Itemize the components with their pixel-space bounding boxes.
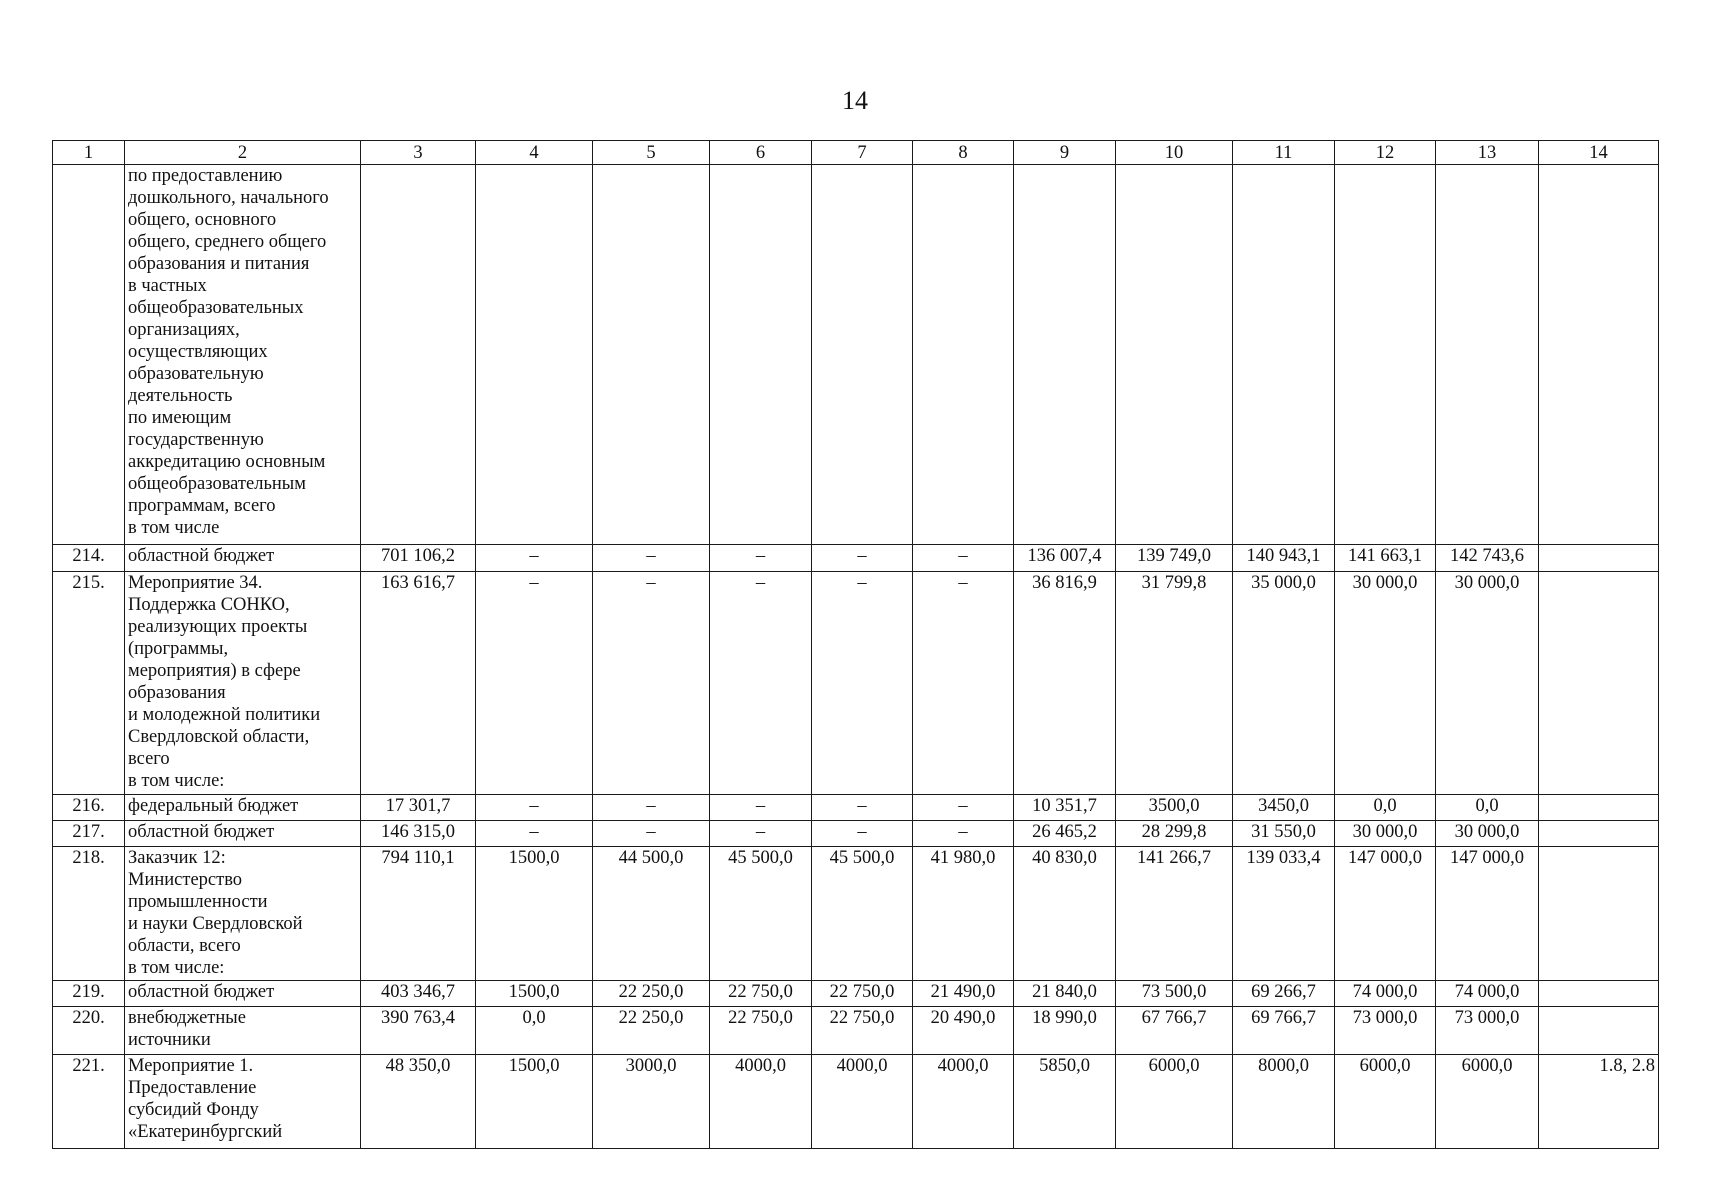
amount-cell: 18 990,0 xyxy=(1014,1007,1116,1055)
amount-cell: – xyxy=(476,821,593,847)
amount-cell: 139 749,0 xyxy=(1116,545,1233,572)
amount-cell xyxy=(812,165,913,545)
amount-cell: 4000,0 xyxy=(710,1055,812,1149)
column-header: 3 xyxy=(361,141,476,165)
amount-cell: 69 266,7 xyxy=(1233,981,1335,1007)
amount-cell: 136 007,4 xyxy=(1014,545,1116,572)
amount-cell: 147 000,0 xyxy=(1335,847,1436,981)
amount-cell: – xyxy=(913,821,1014,847)
row-description: областной бюджет xyxy=(125,545,361,572)
amount-cell: – xyxy=(812,545,913,572)
amount-cell: 0,0 xyxy=(1436,795,1539,821)
column-header: 7 xyxy=(812,141,913,165)
amount-cell xyxy=(593,165,710,545)
amount-cell: 403 346,7 xyxy=(361,981,476,1007)
amount-cell: 147 000,0 xyxy=(1436,847,1539,981)
amount-cell: 45 500,0 xyxy=(710,847,812,981)
row-number: 221. xyxy=(53,1055,125,1149)
amount-cell xyxy=(1014,165,1116,545)
row-description: Мероприятие 34. Поддержка СОНКО, реализующих проекты (программы, мероприятия) в сфере образования и молодежной политики Свердловской области, всего в том числе: xyxy=(125,572,361,795)
amount-cell: 794 110,1 xyxy=(361,847,476,981)
row-description: областной бюджет xyxy=(125,821,361,847)
amount-cell xyxy=(1436,165,1539,545)
target-indicator-cell xyxy=(1539,165,1659,545)
amount-cell: 3000,0 xyxy=(593,1055,710,1149)
amount-cell: – xyxy=(913,795,1014,821)
amount-cell: – xyxy=(593,795,710,821)
amount-cell: 3500,0 xyxy=(1116,795,1233,821)
amount-cell: 6000,0 xyxy=(1116,1055,1233,1149)
amount-cell: 21 840,0 xyxy=(1014,981,1116,1007)
amount-cell: 1500,0 xyxy=(476,981,593,1007)
row-description: Мероприятие 1. Предоставление субсидий Фонду «Екатеринбургский xyxy=(125,1055,361,1149)
amount-cell xyxy=(1233,165,1335,545)
amount-cell: 4000,0 xyxy=(812,1055,913,1149)
amount-cell: – xyxy=(476,572,593,795)
amount-cell: 8000,0 xyxy=(1233,1055,1335,1149)
amount-cell: 390 763,4 xyxy=(361,1007,476,1055)
amount-cell: – xyxy=(593,572,710,795)
budget-table xyxy=(52,140,1659,1149)
amount-cell: 74 000,0 xyxy=(1335,981,1436,1007)
amount-cell: 139 033,4 xyxy=(1233,847,1335,981)
amount-cell xyxy=(361,165,476,545)
column-header: 12 xyxy=(1335,141,1436,165)
amount-cell: 0,0 xyxy=(1335,795,1436,821)
amount-cell: 21 490,0 xyxy=(913,981,1014,1007)
column-header: 13 xyxy=(1436,141,1539,165)
table-row xyxy=(53,1007,1659,1055)
amount-cell: 163 616,7 xyxy=(361,572,476,795)
target-indicator-cell xyxy=(1539,821,1659,847)
amount-cell: 22 250,0 xyxy=(593,1007,710,1055)
amount-cell: 22 750,0 xyxy=(812,1007,913,1055)
amount-cell: – xyxy=(710,821,812,847)
row-number: 219. xyxy=(53,981,125,1007)
amount-cell: 69 766,7 xyxy=(1233,1007,1335,1055)
amount-cell: – xyxy=(812,821,913,847)
amount-cell: 30 000,0 xyxy=(1436,821,1539,847)
amount-cell: 40 830,0 xyxy=(1014,847,1116,981)
table-row xyxy=(53,981,1659,1007)
column-header: 9 xyxy=(1014,141,1116,165)
table-row xyxy=(53,545,1659,572)
amount-cell: 74 000,0 xyxy=(1436,981,1539,1007)
amount-cell: 30 000,0 xyxy=(1335,821,1436,847)
amount-cell: 6000,0 xyxy=(1335,1055,1436,1149)
amount-cell: 140 943,1 xyxy=(1233,545,1335,572)
amount-cell: – xyxy=(913,572,1014,795)
row-number: 218. xyxy=(53,847,125,981)
amount-cell: 4000,0 xyxy=(913,1055,1014,1149)
column-header: 1 xyxy=(53,141,125,165)
amount-cell: – xyxy=(593,821,710,847)
amount-cell: 6000,0 xyxy=(1436,1055,1539,1149)
amount-cell xyxy=(913,165,1014,545)
amount-cell: – xyxy=(593,545,710,572)
row-number: 217. xyxy=(53,821,125,847)
column-header: 11 xyxy=(1233,141,1335,165)
amount-cell: 17 301,7 xyxy=(361,795,476,821)
amount-cell xyxy=(476,165,593,545)
amount-cell: 73 000,0 xyxy=(1436,1007,1539,1055)
row-number: 214. xyxy=(53,545,125,572)
amount-cell: 141 266,7 xyxy=(1116,847,1233,981)
amount-cell: 31 799,8 xyxy=(1116,572,1233,795)
amount-cell: – xyxy=(710,572,812,795)
target-indicator-cell xyxy=(1539,795,1659,821)
column-number-row xyxy=(53,141,1659,165)
table-row xyxy=(53,572,1659,795)
row-number: 220. xyxy=(53,1007,125,1055)
amount-cell: 0,0 xyxy=(476,1007,593,1055)
amount-cell: 701 106,2 xyxy=(361,545,476,572)
amount-cell: 22 250,0 xyxy=(593,981,710,1007)
column-header: 2 xyxy=(125,141,361,165)
amount-cell: 48 350,0 xyxy=(361,1055,476,1149)
amount-cell xyxy=(710,165,812,545)
amount-cell: – xyxy=(476,545,593,572)
amount-cell: 73 000,0 xyxy=(1335,1007,1436,1055)
amount-cell: – xyxy=(710,545,812,572)
amount-cell xyxy=(1335,165,1436,545)
amount-cell: 1500,0 xyxy=(476,1055,593,1149)
column-header: 4 xyxy=(476,141,593,165)
amount-cell: 1500,0 xyxy=(476,847,593,981)
amount-cell: 26 465,2 xyxy=(1014,821,1116,847)
row-description: внебюджетные источники xyxy=(125,1007,361,1055)
target-indicator-cell xyxy=(1539,572,1659,795)
amount-cell: – xyxy=(476,795,593,821)
table-row xyxy=(53,821,1659,847)
row-description: по предоставлению дошкольного, начального общего, основного общего, среднего общего образования и питания в частных общеобразовательных организациях, осуществляющих образовательную деятельность по имеющим государственную аккредитацию основным общеобразовательным программам, всего в том числе xyxy=(125,165,361,545)
table-row xyxy=(53,795,1659,821)
column-header: 14 xyxy=(1539,141,1659,165)
column-header: 8 xyxy=(913,141,1014,165)
table-row xyxy=(53,847,1659,981)
amount-cell: 36 816,9 xyxy=(1014,572,1116,795)
column-header: 6 xyxy=(710,141,812,165)
amount-cell: 142 743,6 xyxy=(1436,545,1539,572)
amount-cell: 20 490,0 xyxy=(913,1007,1014,1055)
amount-cell: 45 500,0 xyxy=(812,847,913,981)
amount-cell: 3450,0 xyxy=(1233,795,1335,821)
amount-cell: – xyxy=(812,572,913,795)
row-number: 216. xyxy=(53,795,125,821)
amount-cell: – xyxy=(710,795,812,821)
amount-cell: 146 315,0 xyxy=(361,821,476,847)
table-row xyxy=(53,165,1659,545)
row-description: областной бюджет xyxy=(125,981,361,1007)
column-header: 5 xyxy=(593,141,710,165)
amount-cell: 141 663,1 xyxy=(1335,545,1436,572)
amount-cell: 5850,0 xyxy=(1014,1055,1116,1149)
amount-cell: 67 766,7 xyxy=(1116,1007,1233,1055)
amount-cell: 44 500,0 xyxy=(593,847,710,981)
amount-cell: – xyxy=(913,545,1014,572)
amount-cell xyxy=(1116,165,1233,545)
amount-cell: 28 299,8 xyxy=(1116,821,1233,847)
target-indicator-cell xyxy=(1539,981,1659,1007)
amount-cell: 22 750,0 xyxy=(812,981,913,1007)
amount-cell: 30 000,0 xyxy=(1335,572,1436,795)
row-description: Заказчик 12: Министерство промышленности и науки Свердловской области, всего в том числе: xyxy=(125,847,361,981)
amount-cell: 22 750,0 xyxy=(710,981,812,1007)
amount-cell: 31 550,0 xyxy=(1233,821,1335,847)
amount-cell: 35 000,0 xyxy=(1233,572,1335,795)
target-indicator-cell xyxy=(1539,545,1659,572)
amount-cell: 41 980,0 xyxy=(913,847,1014,981)
table-row xyxy=(53,1055,1659,1149)
row-number: 215. xyxy=(53,572,125,795)
amount-cell: – xyxy=(812,795,913,821)
page-number: 14 xyxy=(842,86,868,115)
amount-cell: 73 500,0 xyxy=(1116,981,1233,1007)
target-indicator-cell xyxy=(1539,847,1659,981)
target-indicator-cell: 1.8, 2.8 xyxy=(1539,1055,1659,1149)
row-number xyxy=(53,165,125,545)
row-description: федеральный бюджет xyxy=(125,795,361,821)
target-indicator-cell xyxy=(1539,1007,1659,1055)
amount-cell: 22 750,0 xyxy=(710,1007,812,1055)
amount-cell: 30 000,0 xyxy=(1436,572,1539,795)
column-header: 10 xyxy=(1116,141,1233,165)
amount-cell: 10 351,7 xyxy=(1014,795,1116,821)
